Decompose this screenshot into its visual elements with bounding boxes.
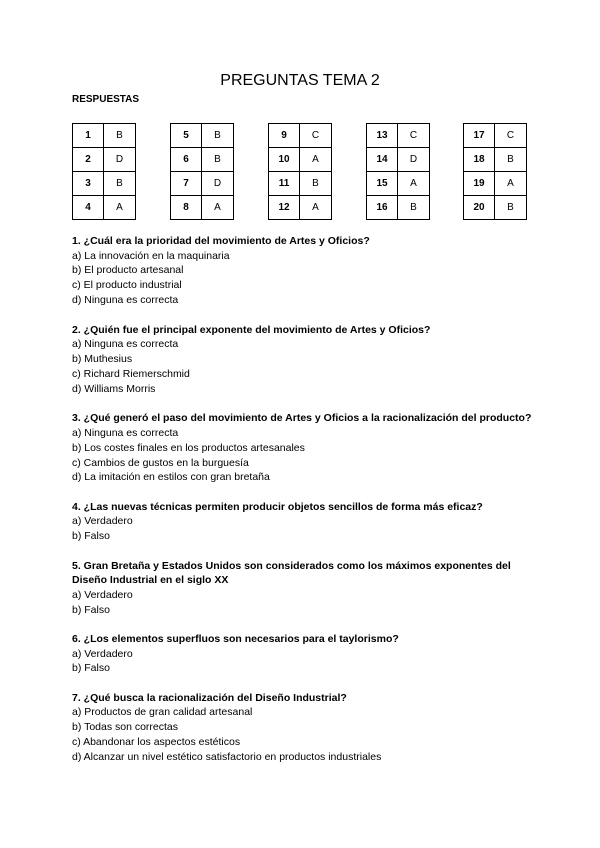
question-block [72,559,542,618]
answers-heading: RESPUESTAS [72,94,140,105]
question-text: 2. ¿Quién fue el principal exponente del movimiento de Artes y Oficios? [72,323,431,336]
answer-number: 20 [464,196,495,220]
answer-number: 13 [367,124,398,148]
question-text: 7. ¿Qué busca la racionalización del Diseño Industrial? [72,691,347,704]
answer-letter: B [104,124,136,148]
answer-row [171,124,234,148]
answer-option: d) Ninguna es correcta [72,294,179,307]
answer-number: 9 [269,124,300,148]
question-block [72,632,542,676]
answer-option: c) Richard Riemerschmid [72,367,190,380]
question-text: 4. ¿Las nuevas técnicas permiten producir objetos sencillos de forma más eficaz? [72,500,483,513]
question-list [72,234,542,779]
answer-letter: C [398,124,430,148]
answer-option: b) Los costes finales en los productos artesanales [72,441,305,454]
answer-row [171,148,234,172]
answer-row [73,196,136,220]
question-block [72,500,542,544]
answer-letter: B [495,148,527,172]
answer-table [72,123,136,220]
answer-option: a) La innovación en la maquinaria [72,249,230,262]
answer-option: a) Verdadero [72,588,133,601]
answer-number: 11 [269,172,300,196]
question-text: 6. ¿Los elementos superfluos son necesarios para el taylorismo? [72,633,399,645]
question-text: 5. Gran Bretaña y Estados Unidos son considerados como los máximos exponentes del Diseño Industrial en el siglo XX [72,559,511,587]
answer-row [171,196,234,220]
answer-number: 17 [464,124,495,148]
answer-row [367,172,430,196]
answer-option: a) Ninguna es correcta [72,338,179,351]
answer-letter: C [300,124,332,148]
answer-number: 3 [73,172,104,196]
answer-row [464,196,527,220]
answer-letter: A [300,196,332,220]
answer-number: 6 [171,148,202,172]
answer-letter: D [202,172,234,196]
answer-option: d) Alcanzar un nivel estético satisfactorio en productos industriales [72,751,382,764]
answer-letter: A [202,196,234,220]
answer-letter: D [104,148,136,172]
answer-table [366,123,430,220]
page-title: PREGUNTAS TEMA 2 [220,72,380,89]
answer-number: 19 [464,172,495,196]
answer-option: b) Falso [72,603,110,616]
answer-number: 1 [73,124,104,148]
answer-letter: B [104,172,136,196]
answer-number: 18 [464,148,495,172]
answer-number: 7 [171,172,202,196]
answer-letter: B [495,196,527,220]
answer-row [464,148,527,172]
answer-option: b) Falso [72,662,110,675]
answer-row [73,148,136,172]
answer-number: 12 [269,196,300,220]
answer-number: 16 [367,196,398,220]
answer-option: b) El producto artesanal [72,264,184,277]
answer-letter: B [202,124,234,148]
answer-letter: D [398,148,430,172]
answer-letter: C [495,124,527,148]
answer-option: b) Todas son correctas [72,721,179,734]
answer-table [170,123,234,220]
answer-letter: A [104,196,136,220]
answer-letter: B [300,172,332,196]
answer-row [367,124,430,148]
answer-option: b) Falso [72,530,110,543]
answer-letter: B [398,196,430,220]
answer-option: a) Verdadero [72,647,133,660]
answer-number: 5 [171,124,202,148]
answer-number: 2 [73,148,104,172]
answer-row [269,124,332,148]
answer-option: a) Ninguna es correcta [72,426,179,439]
answer-option: a) Verdadero [72,515,133,528]
answer-letter: A [398,172,430,196]
answer-option: c) Abandonar los aspectos estéticos [72,736,241,749]
answer-number: 15 [367,172,398,196]
answer-number: 10 [269,148,300,172]
answer-option: d) Williams Morris [72,382,156,395]
answer-row [269,148,332,172]
question-block [72,323,542,397]
question-block [72,691,542,765]
answer-table [463,123,527,220]
answer-letter: B [202,148,234,172]
answer-option: a) Productos de gran calidad artesanal [72,706,253,719]
answer-option: d) La imitación en estilos con gran bretaña [72,471,270,484]
answer-option: c) Cambios de gustos en la burguesía [72,456,249,469]
answer-letter: A [300,148,332,172]
answer-number: 8 [171,196,202,220]
question-block [72,411,542,485]
answer-row [464,124,527,148]
answer-letter: A [495,172,527,196]
answer-number: 14 [367,148,398,172]
answer-row [73,124,136,148]
answer-option: b) Muthesius [72,353,133,366]
answer-row [367,196,430,220]
question-block [72,234,542,308]
answer-table [268,123,332,220]
question-text: 1. ¿Cuál era la prioridad del movimiento de Artes y Oficios? [72,235,370,247]
answer-number: 4 [73,196,104,220]
answer-row [464,172,527,196]
answer-row [367,148,430,172]
answer-row [269,172,332,196]
answer-option: c) El producto industrial [72,279,182,292]
answer-row [73,172,136,196]
answer-row [269,196,332,220]
answer-row [171,172,234,196]
question-text: 3. ¿Qué generó el paso del movimiento de Artes y Oficios a la racionalización del producto? [72,412,532,425]
